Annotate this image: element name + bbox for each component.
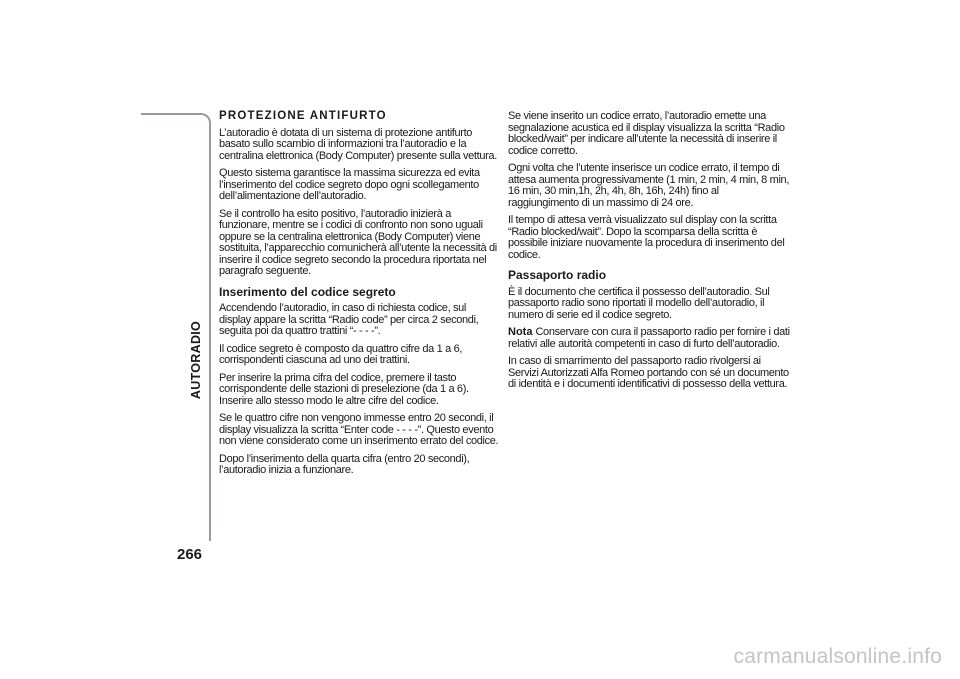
paragraph: L’autoradio è dotata di un sistema di protezione antifurto basato sullo scambio di informazioni tra l’autoradio e la centralina elettronica (Body Computer) presente sulla vettura. (219, 126, 497, 162)
page-number: 266 (177, 546, 203, 563)
note-label: Nota (508, 326, 533, 338)
paragraph: È il documento che certifica il possesso dell’autoradio. Sul passaporto radio sono riportati il modello dell’autoradio, il numero di serie ed il codice segreto. (508, 285, 770, 321)
paragraph: Per inserire la prima cifra del codice, premere il tasto corrispondente delle stazioni di preselezione (da 1 a 6). Inserire allo stesso modo le altre cifre del codice. (219, 371, 469, 407)
watermark: carmanualsonline.info (733, 645, 942, 668)
heading-antitheft: PROTEZIONE ANTIFURTO (219, 110, 387, 122)
section-tab-label: AUTORADIO (189, 320, 203, 400)
note-paragraph (508, 327, 790, 350)
paragraph: Dopo l’inserimento della quarta cifra (entro 20 secondi), l’autoradio inizia a funzionare. (219, 452, 470, 476)
paragraph: Se il controllo ha esito positivo, l’autoradio inizierà a funzionare, mentre se i codici di confronto non sono uguali oppure se la centralina elettronica (Body Computer) viene sostituita, l’apparecchio comunicherà all’utente la necessità di inserire il codice segreto secondo la procedura riportata nel paragrafo seguente. (219, 207, 497, 277)
right-column (508, 111, 790, 397)
paragraph: Ogni volta che l’utente inserisce un codice errato, il tempo di attesa aumenta progressivamente (1 min, 2 min, 4 min, 8 min, 16 min, 30 min,1h, 2h, 4h, 8h, 16h, 24h) fino al raggiungimento di un massimo di 24 ore. (508, 162, 790, 209)
paragraph: Questo sistema garantisce la massima sicurezza ed evita l’inserimento del codice segreto dopo ogni scollegamento dell’alimentazione dell’autoradio. (219, 167, 480, 202)
paragraph: Accendendo l’autoradio, in caso di richiesta codice, sul display appare la scritta “Radio code” per circa 2 secondi, seguita poi da quattro trattini “- - - -”. (219, 302, 479, 337)
paragraph: Il tempo di attesa verrà visualizzato sul display con la scritta “Radio blocked/wait”. Dopo la scomparsa della scritta è possibile iniziare nuovamente la procedura di inserimento del codice. (508, 214, 785, 261)
paragraph: In caso di smarrimento del passaporto radio rivolgersi ai Servizi Autorizzati Alfa Romeo portando con sé un documento di identità e i documenti identificativi di possesso della vettura. (508, 355, 789, 390)
paragraph: Se le quattro cifre non vengono immesse entro 20 secondi, il display visualizza la scritta “Enter code - - - -”. Questo evento non viene considerato come un inserimento errato del codice. (219, 412, 499, 447)
note-text: Conservare con cura il passaporto radio per fornire i dati relativi alle autorità competenti in caso di furto dell’autoradio. (508, 326, 790, 350)
heading-passport: Passaporto radio (508, 268, 607, 282)
paragraph: Il codice segreto è composto da quattro cifre da 1 a 6, corrispondenti ciascuna ad uno dei trattini. (219, 342, 463, 366)
paragraph: Se viene inserito un codice errato, l’autoradio emette una segnalazione acustica ed il display visualizza la scritta “Radio blocked/wait” per indicare all’utente la necessità di inserire il codice corretto. (508, 110, 785, 157)
left-column (219, 111, 499, 483)
heading-code-entry: Inserimento del codice segreto (219, 284, 396, 299)
